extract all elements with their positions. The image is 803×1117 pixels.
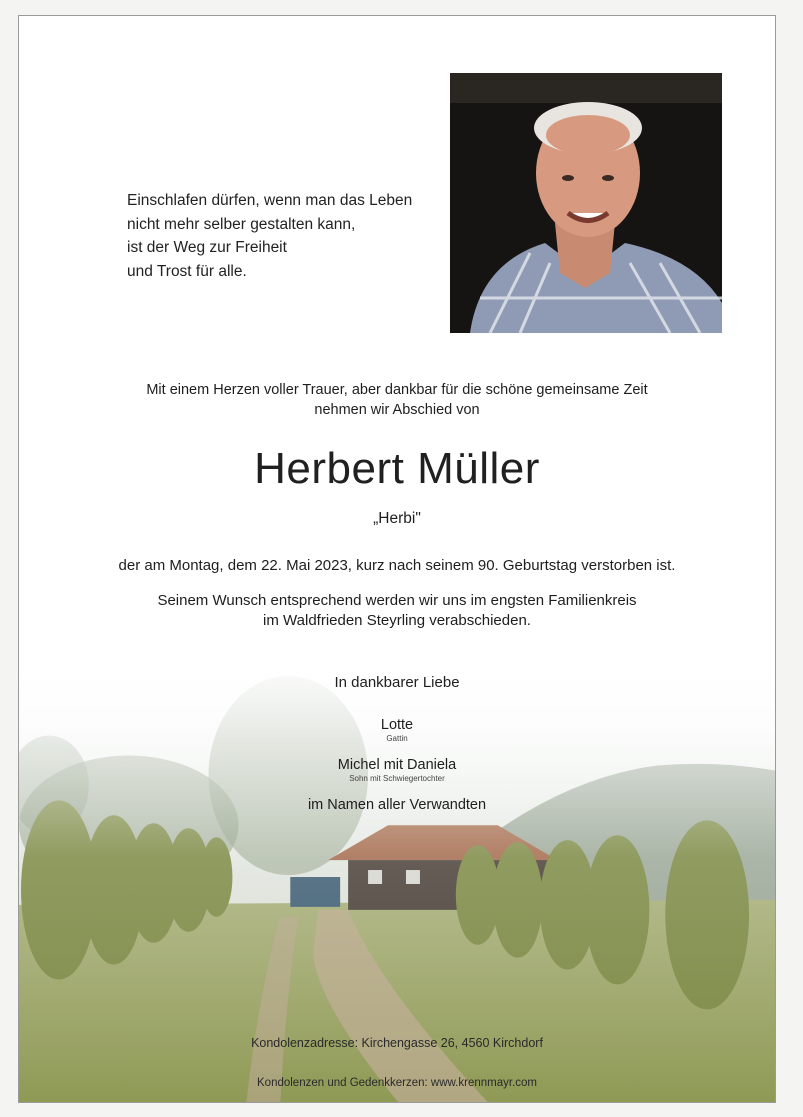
condolence-website: Kondolenzen und Gedenkkerzen: www.krennmayr.com <box>257 1077 537 1089</box>
wish-line: im Waldfrieden Steyrling verabschieden. <box>263 612 531 629</box>
poem <box>127 189 412 283</box>
closing-phrase: In dankbarer Liebe <box>334 674 460 691</box>
portrait-photo <box>450 73 722 333</box>
intro-line: Mit einem Herzen voller Trauer, aber dankbar für die schöne gemeinsame Zeit <box>146 382 648 398</box>
poem-line: Einschlafen dürfen, wenn man das Leben <box>127 192 413 209</box>
wish-line: Seinem Wunsch entsprechend werden wir uns im engsten Familienkreis <box>157 592 637 609</box>
intro-text <box>19 380 775 420</box>
poem-line: ist der Weg zur Freiheit <box>127 239 287 256</box>
mourner-relation: Sohn mit Schwiegertochter <box>349 774 445 783</box>
obituary-card <box>18 15 776 1103</box>
mourner-name: Lotte <box>380 717 414 733</box>
deceased-name: Herbert Müller <box>254 444 540 493</box>
poem-line: nicht mehr selber gestalten kann, <box>127 215 356 233</box>
death-notice: der am Montag, dem 22. Mai 2023, kurz nach seinem 90. Geburtstag verstorben ist. <box>118 557 676 574</box>
intro-line: nehmen wir Abschied von <box>314 402 480 418</box>
poem-line: und Trost für alle. <box>127 262 247 280</box>
mourner-relation: Gattin <box>386 734 408 743</box>
nickname: „Herbi" <box>373 510 421 527</box>
family-line: im Namen aller Verwandten <box>307 797 487 813</box>
condolence-address: Kondolenzadresse: Kirchengasse 26, 4560 Kirchdorf <box>251 1036 543 1050</box>
mourner <box>19 717 775 743</box>
mourner <box>19 757 775 783</box>
funeral-wish <box>19 591 775 631</box>
mourner-name: Michel mit Daniela <box>337 757 457 773</box>
